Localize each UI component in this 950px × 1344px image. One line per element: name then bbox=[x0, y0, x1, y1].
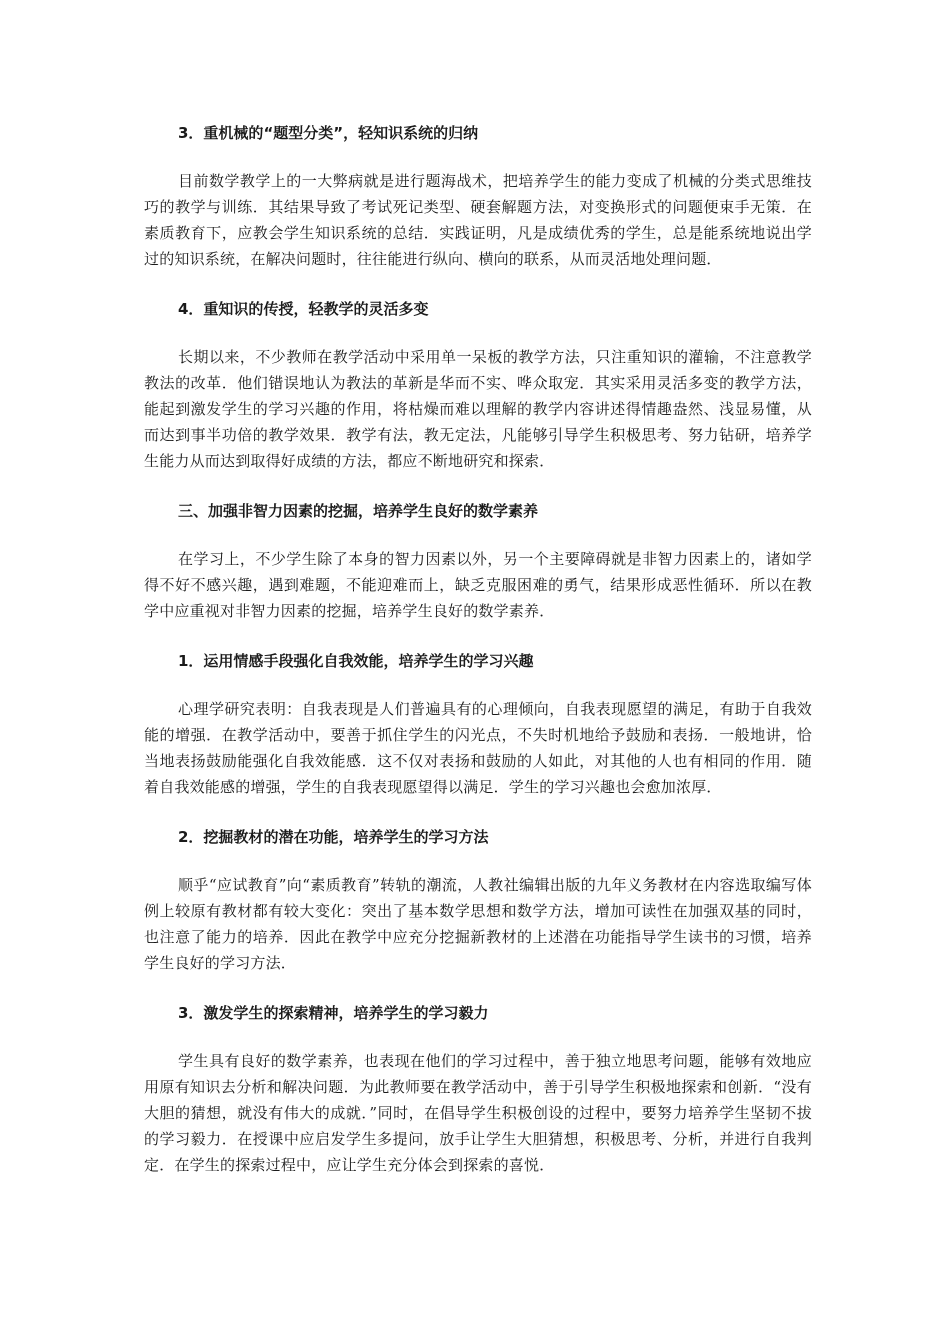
paragraph-rote-classification: 目前数学教学上的一大弊病就是进行题海战术，把培养学生的能力变成了机械的分类式思维技巧的教学与训练．其结果导致了考试死记类型、硬套解题方法，对变换形式的问题便束手无策．在素质教育下，应教会学生知识系统的总结．实践证明，凡是成绩优秀的学生，总是能系统地说出学过的知识系统，在解决问题时，往往能进行纵向、横向的联系，从而灵活地处理问题． bbox=[144, 172, 812, 268]
paragraph-exploration-spirit: 学生具有良好的数学素养，也表现在他们的学习过程中，善于独立地思考问题，能够有效地应用原有知识去分析和解决问题．为此教师要在教学活动中，善于引导学生积极地探索和创新．“没有大胆的猜想，就没有伟大的成就．”同时，在倡导学生积极创设的过程中，要努力培养学生坚韧不拔的学习毅力．在授课中应启发学生多提问，放手让学生大胆猜想，积极思考、分析，并进行自我判定．在学生的探索过程中，应让学生充分体会到探索的喜悦． bbox=[144, 1052, 812, 1174]
paragraph-non-intellectual-factors: 在学习上，不少学生除了本身的智力因素以外，另一个主要障碍就是非智力因素上的，诸如学得不好不感兴趣，遇到难题，不能迎难而上，缺乏克服困难的勇气，结果形成恶性循环．所以在教学中应重视对非智力因素的挖掘，培养学生良好的数学素养． bbox=[144, 550, 812, 620]
section-heading-textbook-potential: 2．挖掘教材的潜在功能，培养学生的学习方法 bbox=[178, 828, 489, 846]
section-heading-self-efficacy: 1．运用情感手段强化自我效能，培养学生的学习兴趣 bbox=[178, 652, 534, 670]
section-heading-exploration-spirit: 3．激发学生的探索精神，培养学生的学习毅力 bbox=[178, 1004, 489, 1022]
section-heading-teaching-methods: 4．重知识的传授，轻教学的灵活多变 bbox=[178, 300, 429, 318]
paragraph-teaching-methods: 长期以来，不少教师在教学活动中采用单一呆板的教学方法，只注重知识的灌输，不注意教学教法的改革．他们错误地认为教法的革新是华而不实、哗众取宠．其实采用灵活多变的教学方法，能起到激发学生的学习兴趣的作用，将枯燥而难以理解的教学内容讲述得情趣盎然、浅显易懂，从而达到事半功倍的教学效果．教学有法，教无定法，凡能够引导学生积极思考、努力钻研，培养学生能力从而达到取得好成绩的方法，都应不断地研究和探索． bbox=[144, 348, 812, 470]
document-body bbox=[144, 120, 812, 1178]
section-heading-non-intellectual-factors: 三、加强非智力因素的挖掘，培养学生良好的数学素养 bbox=[178, 502, 539, 520]
paragraph-textbook-potential: 顺乎“应试教育”向“素质教育”转轨的潮流，人教社编辑出版的九年义务教材在内容选取编写体例上较原有教材都有较大变化：突出了基本数学思想和数学方法，增加可读性在加强双基的同时，也注意了能力的培养．因此在教学中应充分挖掘新教材的上述潜在功能指导学生读书的习惯，培养学生良好的学习方法． bbox=[144, 876, 812, 972]
section-heading-rote-classification: 3．重机械的“题型分类”，轻知识系统的归纳 bbox=[178, 124, 479, 142]
paragraph-self-efficacy: 心理学研究表明：自我表现是人们普遍具有的心理倾向，自我表现愿望的满足，有助于自我效能的增强．在教学活动中，要善于抓住学生的闪光点，不失时机地给予鼓励和表扬．一般地讲，恰当地表扬鼓励能强化自我效能感．这不仅对表扬和鼓励的人如此，对其他的人也有相同的作用．随着自我效能感的增强，学生的自我表现愿望得以满足．学生的学习兴趣也会愈加浓厚． bbox=[144, 700, 812, 796]
